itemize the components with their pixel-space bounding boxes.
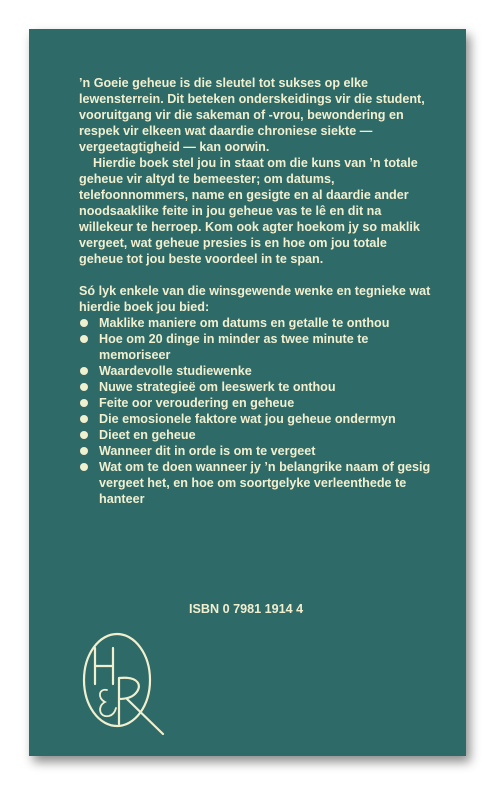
list-item	[79, 395, 431, 411]
list-item-text: Maklike maniere om datums en getalle te onthou	[99, 316, 390, 330]
hr-monogram-logo-icon	[77, 628, 167, 738]
bullet-icon	[80, 463, 88, 471]
list-item-text: Wanneer dit in orde is om te vergeet	[99, 444, 316, 458]
list-intro: Só lyk enkele van die winsgewende wenke en tegnieke wat hierdie boek jou bied:	[79, 284, 431, 314]
list-item	[79, 315, 431, 331]
list-item	[79, 459, 431, 507]
list-item-text: Waardevolle studiewenke	[99, 364, 252, 378]
list-item-text: Nuwe strategieë om leeswerk te onthou	[99, 380, 336, 394]
bullet-icon	[80, 383, 88, 391]
list-item-text: Feite oor veroudering en geheue	[99, 396, 295, 410]
bullet-icon	[80, 367, 88, 375]
list-item-text: Hoe om 20 dinge in minder as twee minute te memoriseer	[99, 332, 369, 362]
book-back-cover	[29, 29, 466, 756]
list-item	[79, 363, 431, 379]
list-item	[79, 331, 431, 363]
bullet-icon	[80, 447, 88, 455]
intro-paragraph: ’n Goeie geheue is die sleutel tot sukses op elke lewensterrein. Dit beteken onderskeidings vir die student, vooruitgang vir die sakeman of -vrou, bewondering en respek vir elkeen wat daardie chroniese siekte — vergeetagtigheid — kan oorwin.	[79, 76, 425, 154]
list-item	[79, 443, 431, 459]
list-item	[79, 411, 431, 427]
paragraph-gap	[79, 267, 431, 283]
bullet-icon	[80, 399, 88, 407]
list-item	[79, 427, 431, 443]
description-paragraph: Hierdie boek stel jou in staat om die kuns van ’n totale geheue vir altyd te bemeester; om datums, telefoonnommers, name en gesigte en al daardie ander noodsaaklike feite in jou geheue vas te lê en dit na willekeur te herroep. Kom ook agter hoekom jy so maklik vergeet, wat geheue presies is en hoe om jou totale geheue tot jou beste voordeel in te span.	[79, 156, 420, 266]
list-item	[79, 379, 431, 395]
list-item-text: Dieet en geheue	[99, 428, 196, 442]
list-item-text: Die emosionele faktore wat jou geheue ondermyn	[99, 412, 396, 426]
tips-list	[79, 315, 431, 507]
bullet-icon	[80, 431, 88, 439]
bullet-icon	[80, 415, 88, 423]
bullet-icon	[80, 319, 88, 327]
list-item-text: Wat om te doen wanneer jy ’n belangrike naam of gesig vergeet het, en hoe om soortgelyke verleenthede te hanteer	[99, 460, 431, 506]
blurb-text	[79, 75, 431, 507]
isbn-number: ISBN 0 7981 1914 4	[189, 602, 304, 616]
bullet-icon	[80, 335, 88, 343]
